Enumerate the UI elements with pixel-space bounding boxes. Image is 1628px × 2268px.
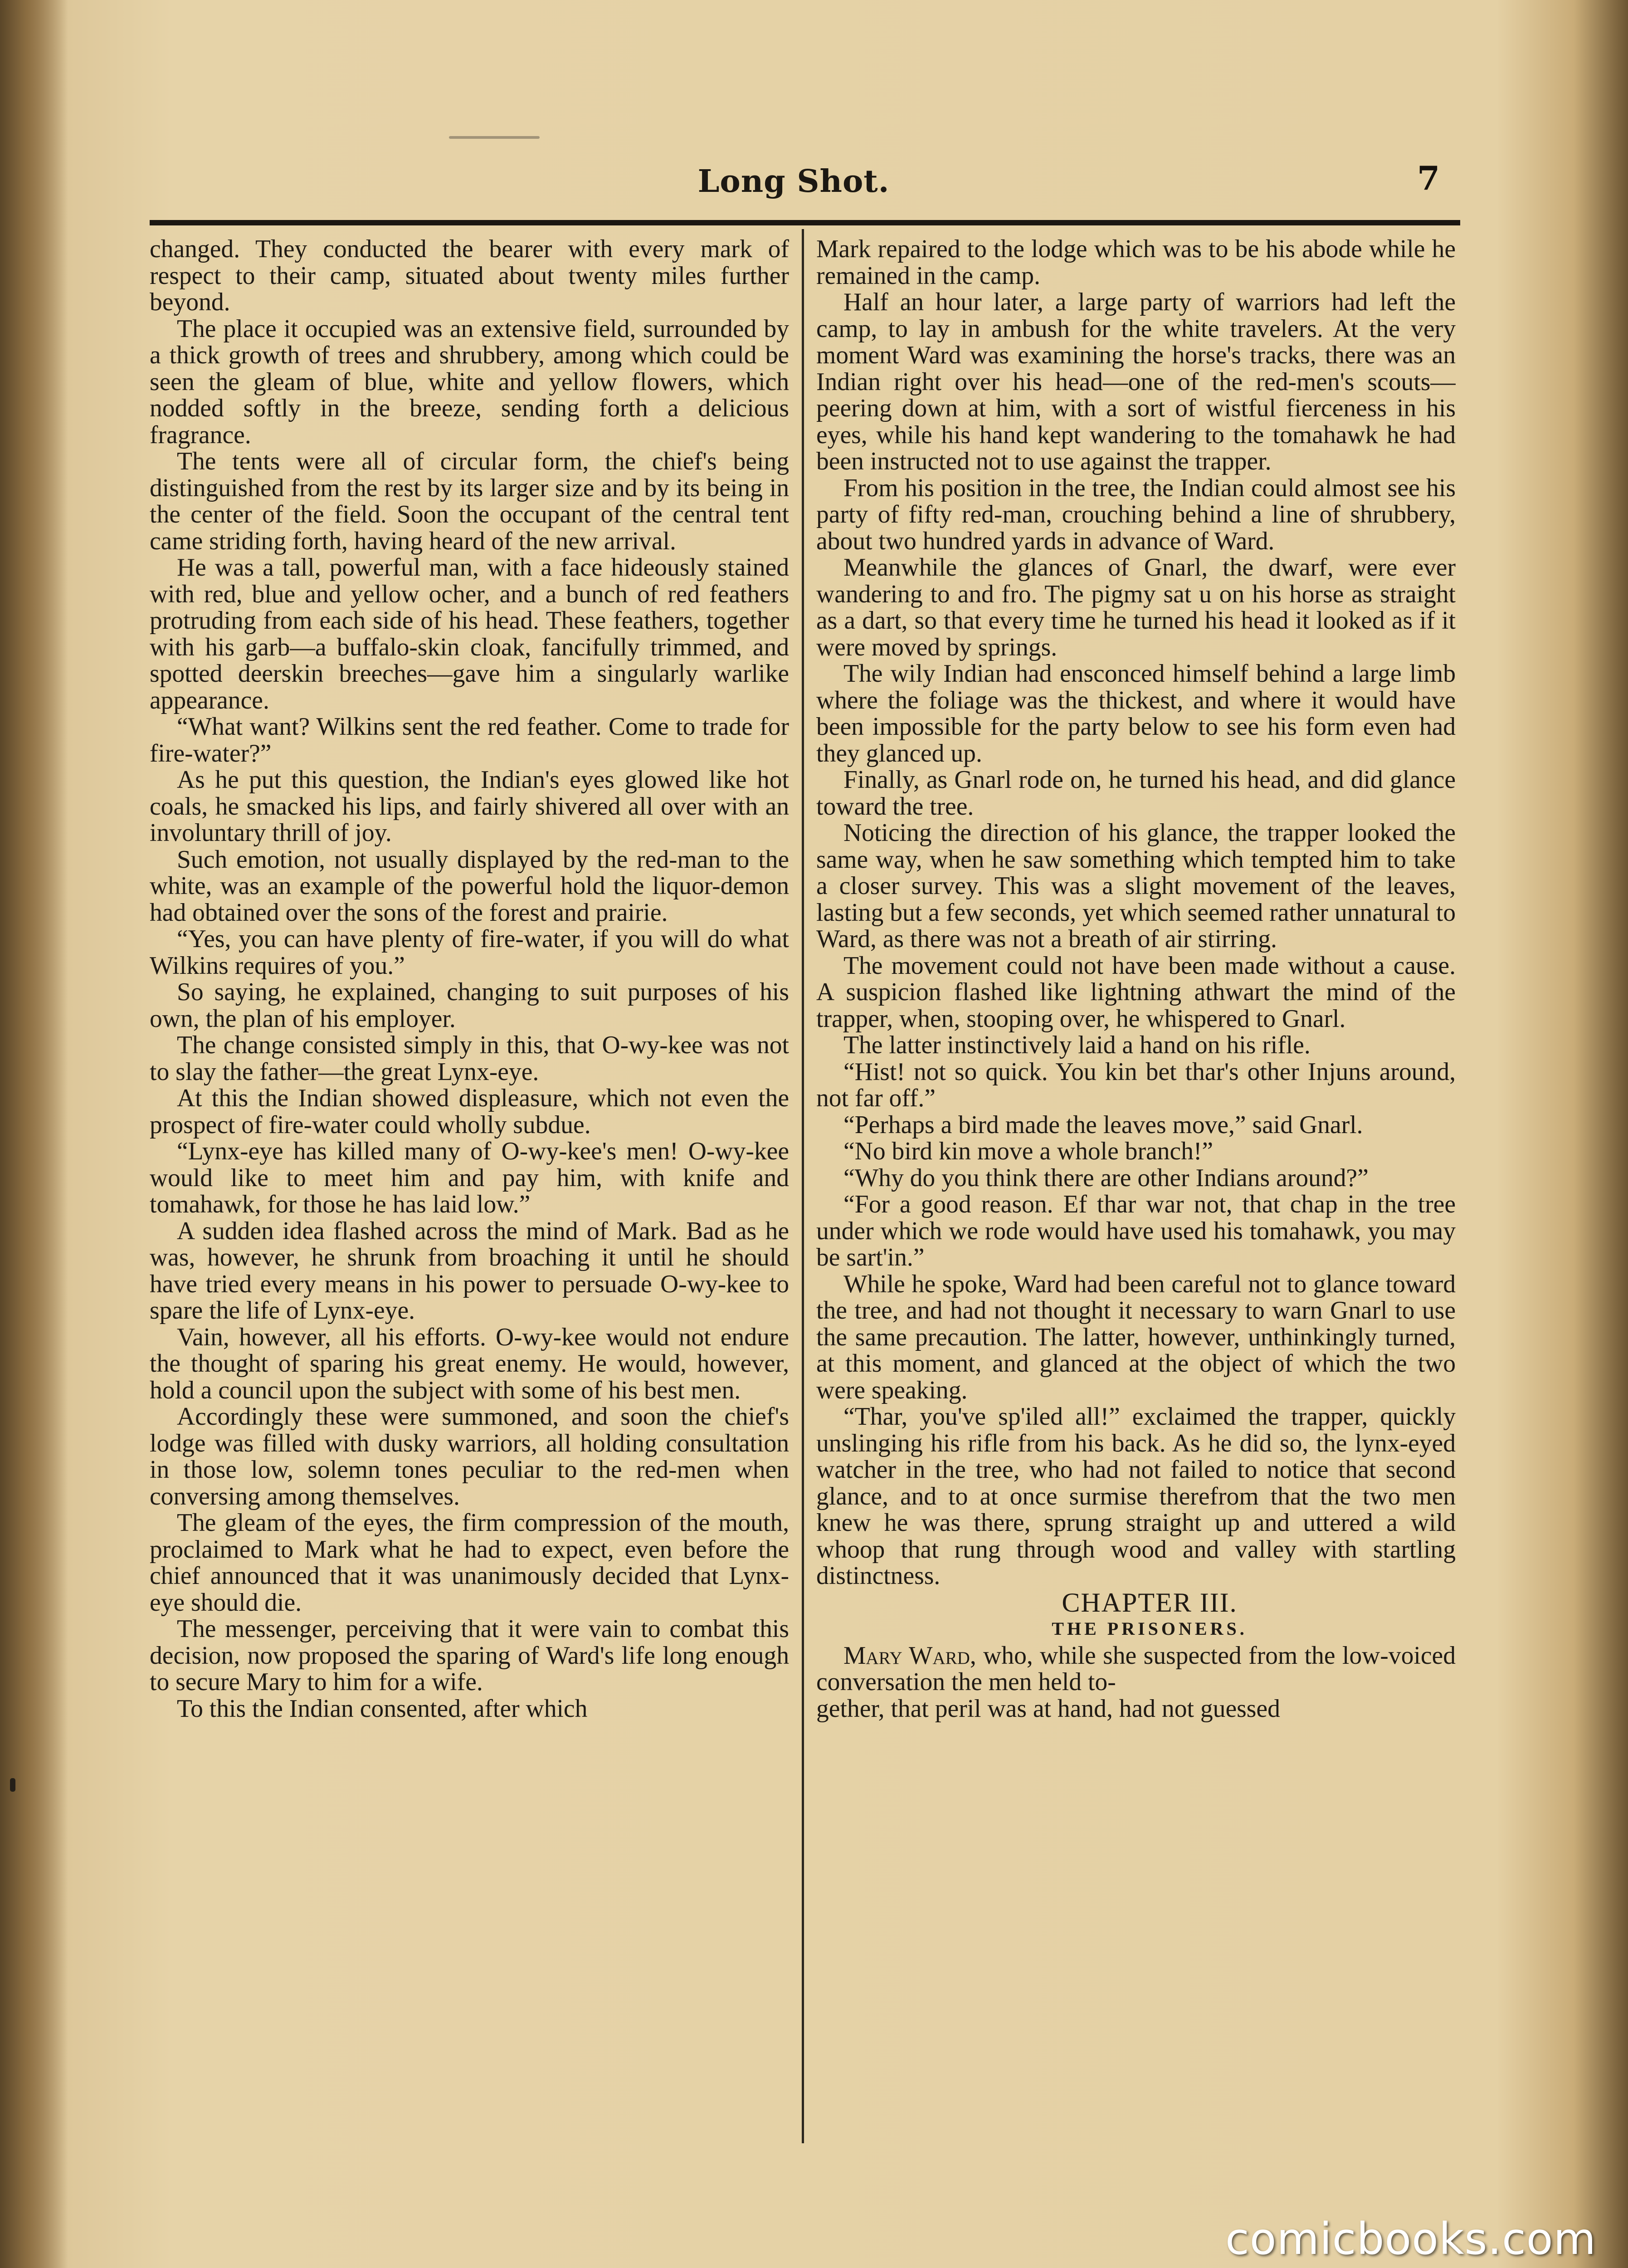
page-binding-shadow xyxy=(0,0,68,2268)
paragraph: Mark repaired to the lodge which was to be his abode while he remained in the camp. xyxy=(816,236,1456,290)
running-title: Long Shot. xyxy=(697,163,890,200)
paragraph: He was a tall, powerful man, with a face hideously stained with red, blue and yellow ocher, and a bunch of red feathers protruding from each side of his head. These feathers, together with his garb—a buffalo-skin cloak, fancifully trimmed, and spotted deerskin breeches—gave him a singularly warlike appearance. xyxy=(150,553,789,714)
paragraph: The tents were all of circular form, the chief's being distinguished from the rest by its larger size and by its being in the center of the field. Soon the occupant of the central tent came striding forth, having heard of the new arrival. xyxy=(150,447,789,555)
chapter-opening-continued: gether, that peril was at hand, had not guessed xyxy=(816,1694,1280,1723)
column-divider xyxy=(802,229,804,2143)
paragraph: From his position in the tree, the Indian could almost see his party of fifty red-man, crouching behind a line of shrubbery, about two hundred yards in advance of Ward. xyxy=(816,474,1456,555)
chapter-subtitle: THE PRISONERS. xyxy=(1052,1618,1248,1639)
paragraph: Such emotion, not usually displayed by the red-man to the white, was an example of the powerful hold the liquor-demon had obtained over the sons of the forest and prairie. xyxy=(150,845,789,927)
paragraph: So saying, he explained, changing to suit purposes of his own, the plan of his employer. xyxy=(150,978,789,1033)
paragraph: The messenger, perceiving that it were vain to combat this decision, now proposed the sparing of Ward's life long enough to secure Mary to him for a wife. xyxy=(150,1615,789,1696)
paragraph: “Lynx-eye has killed many of O-wy-kee's men! O-wy-kee would like to meet him and pay him, with knife and tomahawk, for those he has laid low.” xyxy=(150,1137,789,1218)
paragraph: As he put this question, the Indian's eyes glowed like hot coals, he smacked his lips, and fairly shivered all over with an involuntary thrill of joy. xyxy=(150,766,789,847)
paragraph: The movement could not have been made without a cause. A suspicion flashed like lightning athwart the mind of the trapper, when, stooping over, he whispered to Gnarl. xyxy=(816,951,1456,1033)
paragraph: Finally, as Gnarl rode on, he turned his head, and did glance toward the tree. xyxy=(816,766,1456,821)
paragraph: The change consisted simply in this, that O-wy-kee was not to slay the father—the great Lynx-eye. xyxy=(150,1031,789,1086)
paragraph: The wily Indian had ensconced himself behind a large limb where the foliage was the thickest, and where it would have been impossible for the party below to see his form even had they glanced up. xyxy=(816,660,1456,767)
page-number: 7 xyxy=(1417,159,1440,197)
paragraph: At this the Indian showed displeasure, which not even the prospect of fire-water could wholly subdue. xyxy=(150,1084,789,1139)
watermark: comicbooks.com xyxy=(1225,2214,1596,2264)
chapter-opening-paragraph xyxy=(816,1642,1456,1696)
paragraph: changed. They conducted the bearer with every mark of respect to their camp, situated about twenty miles further beyond. xyxy=(150,236,789,316)
chapter-opening-text: who, while she suspected from the low-voiced conversation the men held to- xyxy=(816,1641,1456,1696)
paragraph: The place it occupied was an extensive field, surrounded by a thick growth of trees and shrubbery, among which could be seen the gleam of blue, white and yellow flowers, which nodded softly in the breeze, sending forth a delicious fragrance. xyxy=(150,314,789,449)
paragraph: “Why do you think there are other Indians around?” xyxy=(843,1163,1369,1192)
margin-ink-mark xyxy=(10,1778,15,1792)
paragraph: While he spoke, Ward had been careful not to glance toward the tree, and had not thought it necessary to warn Gnarl to use the same precaution. The latter, however, unthinkingly turned, at this moment, and glanced at the object of which the two were speaking. xyxy=(816,1270,1456,1404)
paragraph: “Thar, you've sp'iled all!” exclaimed the trapper, quickly unslinging his rifle from his back. As he did so, the lynx-eyed watcher in the tree, who had not failed to notice that second glance, and to at once surmise therefrom that the two men knew he was there, sprung straight up and uttered a wild whoop that rung through wood and valley with startling distinctness. xyxy=(816,1403,1456,1590)
paragraph: “For a good reason. Ef thar war not, that chap in the tree under which we rode would have used his tomahawk, you may be sart'in.” xyxy=(816,1190,1456,1271)
header-rule xyxy=(150,220,1460,225)
paragraph: “Hist! not so quick. You kin bet thar's other Injuns around, not far off.” xyxy=(816,1057,1456,1112)
paragraph: A sudden idea flashed across the mind of Mark. Bad as he was, however, he shrunk from broaching it until he should have tried every means in his power to persuade O-wy-kee to spare the life of Lynx-eye. xyxy=(150,1217,789,1325)
paragraph: “No bird kin move a whole branch!” xyxy=(843,1137,1214,1165)
paragraph: Half an hour later, a large party of warriors had left the camp, to lay in ambush for the white travelers. At the very moment Ward was examining the horse's tracks, there was an Indian right over his head—one of the red-men's scouts—peering down at him, with a sort of wistful fierceness in his eyes, while his hand kept wandering to the tomahawk he had been instructed not to use against the trapper. xyxy=(816,288,1456,475)
paragraph: Vain, however, all his efforts. O-wy-kee would not endure the thought of sparing his great enemy. He would, however, hold a council upon the subject with some of his best men. xyxy=(150,1323,789,1404)
paragraph: “What want? Wilkins sent the red feather. Come to trade for fire-water?” xyxy=(150,713,789,767)
paragraph: The latter instinctively laid a hand on his rifle. xyxy=(843,1031,1311,1059)
chapter-lead-words: Mary Ward, xyxy=(843,1641,976,1670)
paragraph: Noticing the direction of his glance, the trapper looked the same way, when he saw something which tempted him to take a closer survey. This was a slight movement of the leaves, lasting but a few seconds, yet which seemed rather unnatural to Ward, as there was not a breath of air stirring. xyxy=(816,819,1456,953)
paragraph: “Perhaps a bird made the leaves move,” said Gnarl. xyxy=(843,1110,1363,1139)
paragraph: Accordingly these were summoned, and soon the chief's lodge was filled with dusky warriors, all holding consultation in those low, solemn tones peculiar to the red-men when conversing among themselves. xyxy=(150,1403,789,1510)
paragraph: Meanwhile the glances of Gnarl, the dwarf, were ever wandering to and fro. The pigmy sat u on his horse as straight as a dart, so that every time he turned his head it looked as if it were moved by springs. xyxy=(816,553,1456,661)
paragraph: To this the Indian consented, after which xyxy=(177,1694,588,1723)
left-column xyxy=(150,236,789,2173)
header-flourish xyxy=(449,136,540,139)
paragraph: “Yes, you can have plenty of fire-water, if you will do what Wilkins requires of you.” xyxy=(150,925,789,980)
paragraph: The gleam of the eyes, the firm compression of the mouth, proclaimed to Mark what he had to expect, even before the chief announced that it was unanimously decided that Lynx-eye should die. xyxy=(150,1509,789,1617)
right-column xyxy=(816,236,1456,2173)
chapter-title: CHAPTER III. xyxy=(1062,1587,1238,1618)
